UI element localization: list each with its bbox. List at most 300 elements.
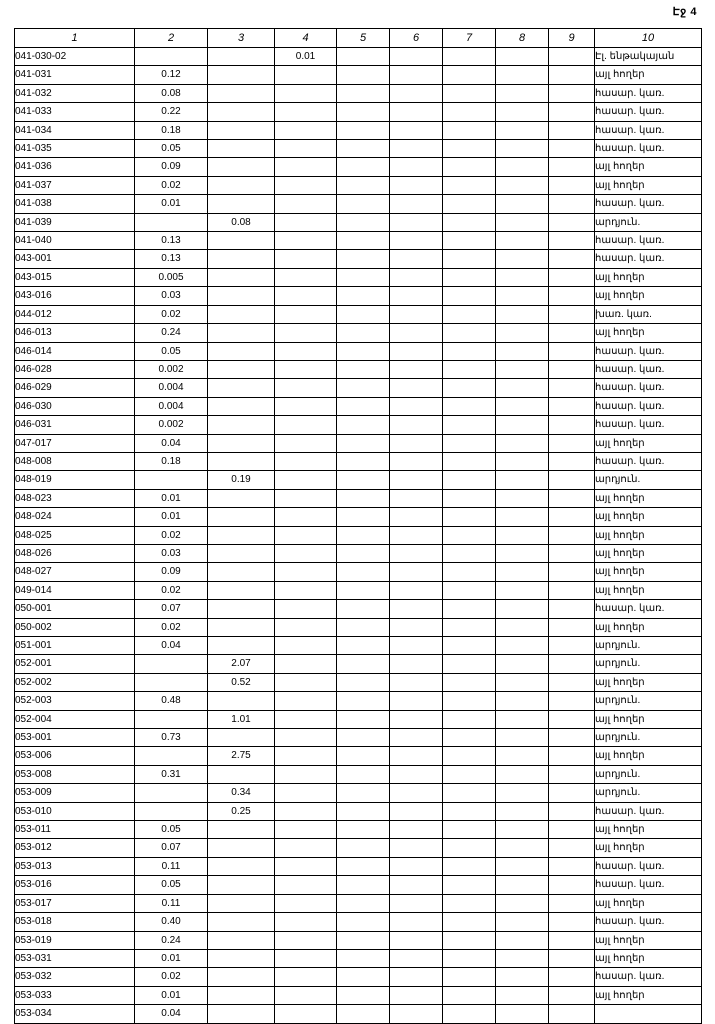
cell-col5 <box>337 379 390 397</box>
cell-col7 <box>443 416 496 434</box>
cell-col3 <box>208 563 275 581</box>
cell-col4 <box>275 784 337 802</box>
cell-col6 <box>390 434 443 452</box>
cell-col5 <box>337 600 390 618</box>
cell-col4 <box>275 250 337 268</box>
cell-col8 <box>496 821 549 839</box>
cell-col7 <box>443 673 496 691</box>
cell-col4 <box>275 158 337 176</box>
cell-col9 <box>549 876 595 894</box>
cell-col5 <box>337 986 390 1004</box>
column-header-1: 1 <box>15 29 135 48</box>
cell-col5 <box>337 360 390 378</box>
cell-note: այլ հողեր <box>595 508 702 526</box>
cell-col2 <box>135 747 208 765</box>
cell-col6 <box>390 140 443 158</box>
cell-note: արդյուն. <box>595 637 702 655</box>
cell-col8 <box>496 637 549 655</box>
cell-col3 <box>208 287 275 305</box>
cell-col8 <box>496 544 549 562</box>
cell-col5 <box>337 416 390 434</box>
cell-code: 053-001 <box>15 729 135 747</box>
cell-col8 <box>496 729 549 747</box>
table-header-row <box>15 29 702 48</box>
column-header-9: 9 <box>549 29 595 48</box>
table-row <box>15 673 702 691</box>
table-row <box>15 324 702 342</box>
cell-col4 <box>275 287 337 305</box>
cell-code: 053-034 <box>15 1005 135 1023</box>
cell-note: խառ. կառ. <box>595 305 702 323</box>
cell-col8 <box>496 710 549 728</box>
cell-col3: 2.75 <box>208 747 275 765</box>
table-row <box>15 66 702 84</box>
cell-col3 <box>208 324 275 342</box>
cell-col3 <box>208 140 275 158</box>
cell-col9 <box>549 857 595 875</box>
cell-col5 <box>337 305 390 323</box>
cell-col9 <box>549 637 595 655</box>
cell-col6 <box>390 103 443 121</box>
cell-code: 053-032 <box>15 968 135 986</box>
cell-col3 <box>208 894 275 912</box>
table-row <box>15 544 702 562</box>
cell-col5 <box>337 1005 390 1023</box>
cell-col8 <box>496 1005 549 1023</box>
cell-col2: 0.31 <box>135 765 208 783</box>
cell-col8 <box>496 213 549 231</box>
cell-col5 <box>337 784 390 802</box>
cell-col6 <box>390 1005 443 1023</box>
cell-col7 <box>443 986 496 1004</box>
cell-note: այլ հողեր <box>595 526 702 544</box>
cell-col7 <box>443 802 496 820</box>
cell-col8 <box>496 140 549 158</box>
column-header-10: 10 <box>595 29 702 48</box>
cell-col3 <box>208 48 275 66</box>
cell-code: 053-009 <box>15 784 135 802</box>
cell-col9 <box>549 839 595 857</box>
cell-col5 <box>337 581 390 599</box>
cell-col5 <box>337 48 390 66</box>
cell-col2: 0.04 <box>135 434 208 452</box>
cell-note: հասար. կառ. <box>595 802 702 820</box>
cell-col7 <box>443 894 496 912</box>
cell-col4 <box>275 710 337 728</box>
cell-col6 <box>390 452 443 470</box>
cell-code: 041-039 <box>15 213 135 231</box>
cell-col9 <box>549 103 595 121</box>
cell-col5 <box>337 692 390 710</box>
cell-col2: 0.03 <box>135 287 208 305</box>
cell-note: հասար. կառ. <box>595 968 702 986</box>
cell-col4 <box>275 508 337 526</box>
table-row <box>15 563 702 581</box>
table-row <box>15 692 702 710</box>
table-row <box>15 268 702 286</box>
cell-col6 <box>390 213 443 231</box>
cell-col8 <box>496 784 549 802</box>
cell-col5 <box>337 250 390 268</box>
cell-code: 041-040 <box>15 232 135 250</box>
table-row <box>15 765 702 783</box>
cell-col2 <box>135 784 208 802</box>
cell-note: հասար. կառ. <box>595 121 702 139</box>
cell-code: 048-019 <box>15 471 135 489</box>
cell-note: այլ հողեր <box>595 176 702 194</box>
table-row <box>15 305 702 323</box>
cell-col5 <box>337 176 390 194</box>
cell-col8 <box>496 195 549 213</box>
column-header-7: 7 <box>443 29 496 48</box>
cell-col8 <box>496 250 549 268</box>
cell-note: այլ հողեր <box>595 581 702 599</box>
cell-col4 <box>275 232 337 250</box>
cell-code: 046-030 <box>15 397 135 415</box>
cell-col6 <box>390 489 443 507</box>
cell-col8 <box>496 379 549 397</box>
cell-col2: 0.02 <box>135 305 208 323</box>
cell-col3 <box>208 121 275 139</box>
cell-col2: 0.002 <box>135 416 208 434</box>
cell-col5 <box>337 949 390 967</box>
cell-col6 <box>390 784 443 802</box>
cell-col2: 0.01 <box>135 489 208 507</box>
cell-col8 <box>496 600 549 618</box>
cell-col5 <box>337 232 390 250</box>
table-row <box>15 489 702 507</box>
cell-col5 <box>337 894 390 912</box>
cell-col8 <box>496 158 549 176</box>
cell-code: 041-033 <box>15 103 135 121</box>
cell-col7 <box>443 876 496 894</box>
cell-col4 <box>275 581 337 599</box>
cell-code: 046-029 <box>15 379 135 397</box>
cell-col3 <box>208 195 275 213</box>
cell-col7 <box>443 103 496 121</box>
cell-col2: 0.02 <box>135 581 208 599</box>
cell-note: այլ հողեր <box>595 324 702 342</box>
cell-col8 <box>496 618 549 636</box>
cell-col9 <box>549 416 595 434</box>
cell-col9 <box>549 508 595 526</box>
cell-code: 041-037 <box>15 176 135 194</box>
cell-col7 <box>443 747 496 765</box>
cell-col9 <box>549 784 595 802</box>
cell-col8 <box>496 176 549 194</box>
cell-col4 <box>275 121 337 139</box>
cell-col3: 0.08 <box>208 213 275 231</box>
cell-col3: 0.34 <box>208 784 275 802</box>
cell-col7 <box>443 637 496 655</box>
table-row <box>15 747 702 765</box>
cell-col4 <box>275 692 337 710</box>
cell-col3 <box>208 526 275 544</box>
table-row <box>15 434 702 452</box>
cell-col2: 0.09 <box>135 563 208 581</box>
table-row <box>15 397 702 415</box>
cell-code: 048-025 <box>15 526 135 544</box>
cell-col4 <box>275 876 337 894</box>
cell-col9 <box>549 563 595 581</box>
cell-col9 <box>549 968 595 986</box>
cell-col7 <box>443 121 496 139</box>
cell-note: հասար. կառ. <box>595 195 702 213</box>
table-row <box>15 158 702 176</box>
cell-col9 <box>549 379 595 397</box>
cell-col8 <box>496 673 549 691</box>
table-row <box>15 103 702 121</box>
cell-code: 051-001 <box>15 637 135 655</box>
cell-col3 <box>208 876 275 894</box>
cell-note: այլ հողեր <box>595 158 702 176</box>
cell-col8 <box>496 232 549 250</box>
table-row <box>15 526 702 544</box>
cell-col9 <box>549 526 595 544</box>
cell-col5 <box>337 121 390 139</box>
cell-code: 041-031 <box>15 66 135 84</box>
cell-col7 <box>443 949 496 967</box>
cell-col9 <box>549 489 595 507</box>
cell-note: հասար. կառ. <box>595 416 702 434</box>
cell-col3 <box>208 489 275 507</box>
cell-col6 <box>390 379 443 397</box>
cell-col2: 0.40 <box>135 913 208 931</box>
cell-col6 <box>390 305 443 323</box>
cell-col4 <box>275 140 337 158</box>
cell-col2: 0.07 <box>135 600 208 618</box>
cell-col9 <box>549 655 595 673</box>
cell-code: 053-016 <box>15 876 135 894</box>
cell-code: 053-011 <box>15 821 135 839</box>
table-row <box>15 471 702 489</box>
cell-note: արդյուն. <box>595 655 702 673</box>
cell-note: այլ հողեր <box>595 618 702 636</box>
cell-col6 <box>390 747 443 765</box>
cell-col3: 1.01 <box>208 710 275 728</box>
cell-col8 <box>496 931 549 949</box>
cell-col8 <box>496 949 549 967</box>
cell-col6 <box>390 729 443 747</box>
cell-col4 <box>275 600 337 618</box>
cell-code: 046-028 <box>15 360 135 378</box>
cell-col6 <box>390 931 443 949</box>
cell-col2: 0.24 <box>135 324 208 342</box>
cell-note: հասար. կառ. <box>595 103 702 121</box>
cell-col5 <box>337 158 390 176</box>
table-row <box>15 784 702 802</box>
cell-col5 <box>337 913 390 931</box>
cell-col8 <box>496 508 549 526</box>
cell-col2: 0.24 <box>135 931 208 949</box>
cell-col9 <box>549 765 595 783</box>
cell-note: արդյուն. <box>595 692 702 710</box>
cell-note: արդյուն. <box>595 729 702 747</box>
cell-col6 <box>390 673 443 691</box>
cell-col6 <box>390 158 443 176</box>
cell-code: 046-031 <box>15 416 135 434</box>
table-row <box>15 949 702 967</box>
cell-note: հասար. կառ. <box>595 250 702 268</box>
cell-col3 <box>208 84 275 102</box>
cell-col7 <box>443 287 496 305</box>
cell-code: 053-031 <box>15 949 135 967</box>
table-row <box>15 710 702 728</box>
cell-note: հասար. կառ. <box>595 857 702 875</box>
cell-col7 <box>443 710 496 728</box>
cell-col5 <box>337 821 390 839</box>
cell-col9 <box>549 121 595 139</box>
cell-col6 <box>390 195 443 213</box>
cell-col4 <box>275 673 337 691</box>
cell-col4 <box>275 324 337 342</box>
cell-note: հասար. կառ. <box>595 913 702 931</box>
cell-code: 048-027 <box>15 563 135 581</box>
column-header-5: 5 <box>337 29 390 48</box>
cell-col6 <box>390 894 443 912</box>
table-row <box>15 986 702 1004</box>
cell-col5 <box>337 342 390 360</box>
cell-col9 <box>549 692 595 710</box>
cell-col7 <box>443 48 496 66</box>
cell-col4 <box>275 729 337 747</box>
cell-col2: 0.004 <box>135 397 208 415</box>
cell-col2: 0.48 <box>135 692 208 710</box>
cell-col9 <box>549 360 595 378</box>
cell-note: այլ հողեր <box>595 986 702 1004</box>
cell-code: 048-023 <box>15 489 135 507</box>
cell-note: արդյուն. <box>595 784 702 802</box>
cell-code: 041-032 <box>15 84 135 102</box>
column-header-8: 8 <box>496 29 549 48</box>
cell-col6 <box>390 692 443 710</box>
cell-col2: 0.22 <box>135 103 208 121</box>
cell-col8 <box>496 802 549 820</box>
cell-col5 <box>337 544 390 562</box>
cell-col7 <box>443 931 496 949</box>
cell-col3 <box>208 600 275 618</box>
cell-col2: 0.08 <box>135 84 208 102</box>
cell-col4 <box>275 397 337 415</box>
cell-col5 <box>337 747 390 765</box>
cell-col4 <box>275 379 337 397</box>
cell-col2: 0.07 <box>135 839 208 857</box>
cell-col8 <box>496 857 549 875</box>
cell-col8 <box>496 434 549 452</box>
cell-col9 <box>549 158 595 176</box>
cell-col9 <box>549 324 595 342</box>
table-row <box>15 729 702 747</box>
cell-col7 <box>443 397 496 415</box>
cell-col4 <box>275 176 337 194</box>
cell-col9 <box>549 471 595 489</box>
cell-col6 <box>390 655 443 673</box>
cell-col5 <box>337 287 390 305</box>
cell-col9 <box>549 931 595 949</box>
cell-col2 <box>135 655 208 673</box>
table-body <box>15 48 702 1024</box>
cell-col4 <box>275 894 337 912</box>
cell-col5 <box>337 839 390 857</box>
cell-col9 <box>549 452 595 470</box>
cell-col7 <box>443 452 496 470</box>
cell-col6 <box>390 544 443 562</box>
cell-code: 041-036 <box>15 158 135 176</box>
cell-col4 <box>275 213 337 231</box>
cell-col7 <box>443 692 496 710</box>
cell-col7 <box>443 66 496 84</box>
cell-col5 <box>337 397 390 415</box>
cell-col7 <box>443 195 496 213</box>
cell-col9 <box>549 821 595 839</box>
cell-code: 053-033 <box>15 986 135 1004</box>
cell-col8 <box>496 416 549 434</box>
cell-col3: 2.07 <box>208 655 275 673</box>
cell-col7 <box>443 268 496 286</box>
table-row <box>15 48 702 66</box>
cell-col3 <box>208 913 275 931</box>
cell-col8 <box>496 287 549 305</box>
cell-col7 <box>443 232 496 250</box>
table-row <box>15 931 702 949</box>
cell-col6 <box>390 765 443 783</box>
cell-col6 <box>390 471 443 489</box>
cell-col7 <box>443 471 496 489</box>
table-row <box>15 140 702 158</box>
table-row <box>15 342 702 360</box>
table-row <box>15 176 702 194</box>
cell-col3: 0.52 <box>208 673 275 691</box>
cell-note: արդյուն. <box>595 765 702 783</box>
cell-col2: 0.11 <box>135 857 208 875</box>
cell-code: 048-008 <box>15 452 135 470</box>
cell-col9 <box>549 397 595 415</box>
cell-col6 <box>390 48 443 66</box>
cell-code: 053-019 <box>15 931 135 949</box>
cell-col9 <box>549 287 595 305</box>
cell-note: հասար. կառ. <box>595 452 702 470</box>
cell-col2: 0.02 <box>135 968 208 986</box>
cell-col8 <box>496 48 549 66</box>
cell-col7 <box>443 913 496 931</box>
cell-col9 <box>549 913 595 931</box>
cell-col8 <box>496 526 549 544</box>
cell-col2: 0.02 <box>135 176 208 194</box>
cell-col4 <box>275 195 337 213</box>
cell-code: 053-006 <box>15 747 135 765</box>
cell-note: արդյուն. <box>595 471 702 489</box>
cell-col7 <box>443 360 496 378</box>
cell-col3 <box>208 839 275 857</box>
cell-col7 <box>443 158 496 176</box>
cell-note: այլ հողեր <box>595 894 702 912</box>
cell-code: 053-008 <box>15 765 135 783</box>
cell-col2: 0.01 <box>135 949 208 967</box>
cell-col2: 0.05 <box>135 821 208 839</box>
cell-col8 <box>496 66 549 84</box>
cell-col5 <box>337 434 390 452</box>
cell-col3: 0.19 <box>208 471 275 489</box>
cell-col5 <box>337 66 390 84</box>
cell-col6 <box>390 342 443 360</box>
cell-col4 <box>275 949 337 967</box>
cell-col3: 0.25 <box>208 802 275 820</box>
cell-col7 <box>443 213 496 231</box>
column-header-3: 3 <box>208 29 275 48</box>
cell-col7 <box>443 140 496 158</box>
cell-col9 <box>549 250 595 268</box>
cell-col7 <box>443 508 496 526</box>
